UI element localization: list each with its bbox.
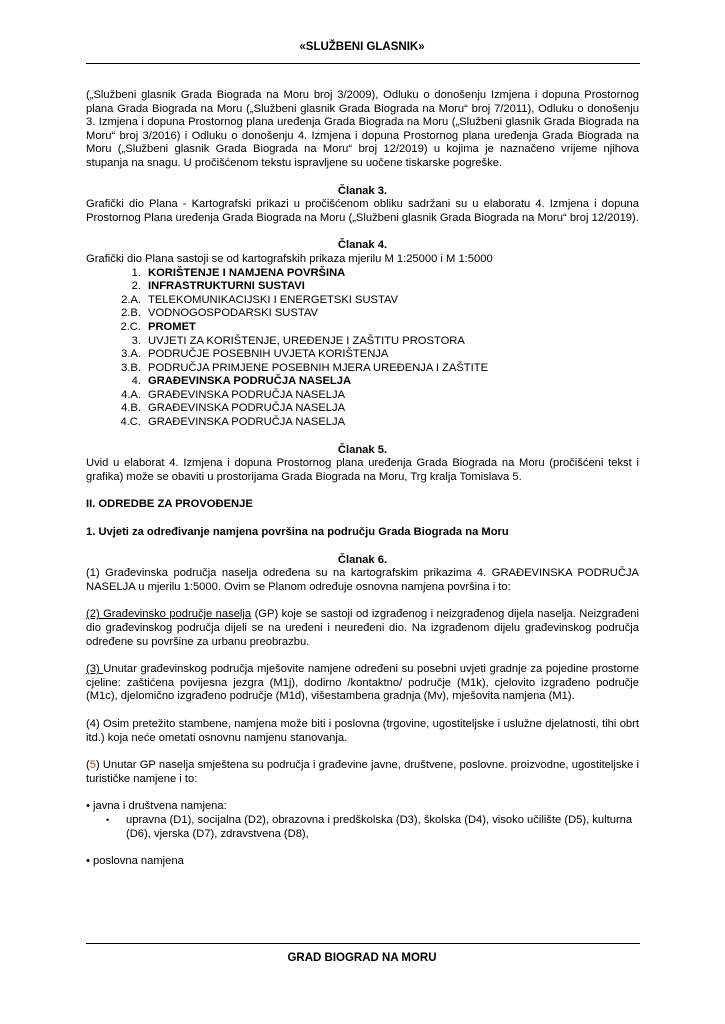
- article-6-paragraph-4: (4) Osim pretežito stambene, namjena može biti i poslovna (trgovine, ugostiteljske i uslužne djelatnosti, tihi obrt itd.) koja neće ometati osnovnu namjenu stanovanja.: [86, 717, 639, 744]
- article-4-list-item: [86, 280, 639, 294]
- bullet-business: • poslovna namjena: [86, 855, 184, 868]
- article-5-title: Članak 5.: [337, 443, 388, 456]
- list-item-label: KORIŠTENJE I NAMJENA POVRŠINA: [148, 266, 346, 279]
- footer-rule: [86, 943, 640, 944]
- page-footer: GRAD BIOGRAD NA MORU: [287, 952, 437, 964]
- article-6-paragraph-3: [86, 663, 639, 704]
- paragraph-5-open: (: [86, 759, 90, 772]
- article-4-list-item: [86, 402, 639, 416]
- list-item-number: 3.A.: [121, 348, 141, 361]
- list-item-number: 4.: [131, 375, 141, 388]
- article-4-list-item: [86, 362, 639, 376]
- article-6-paragraph-1: (1) Građevinska područja naselja određena su na kartografskim prikazima 4. GRAĐEVINSKA PODRUČJA NASELJA u mjerilu 1:5000. Ovim se Planom određuje osnovna namjena površina i to:: [86, 567, 639, 593]
- article-4-list-item: [86, 416, 639, 430]
- paragraph-5-number: 5: [89, 759, 96, 772]
- list-item-number: 3.B.: [121, 361, 141, 374]
- article-4-title: Članak 4.: [337, 239, 388, 252]
- page-header: «SLUŽBENI GLASNIK»: [299, 41, 425, 53]
- list-item-number: 3.: [131, 334, 141, 347]
- article-4-list-item: [86, 307, 639, 321]
- list-item-number: 2.: [131, 280, 141, 293]
- article-4-list-item: [86, 267, 639, 281]
- list-item-label: GRAĐEVINSKA PODRUČJA NASELJA: [148, 375, 352, 388]
- article-3-title: Članak 3.: [337, 184, 388, 197]
- list-item-number: 4.C.: [120, 416, 141, 429]
- article-6-title: Članak 6.: [337, 553, 388, 566]
- article-4-list-item: [86, 321, 639, 335]
- article-6-paragraph-5: [86, 759, 639, 786]
- sub-bullet-mark: •: [106, 814, 110, 825]
- list-item-label: PODRUČJE POSEBNIH UVJETA KORIŠTENJA: [148, 348, 389, 361]
- article-4-list-item: [86, 335, 639, 349]
- sub-bullet-text: upravna (D1), socijalna (D2), obrazovna i predškolska (D3), školska (D4), visoko učilište (D5), kulturna (D6), vjerska (D7), zdravstvena (D8),: [126, 813, 633, 840]
- article-4-list-item: [86, 389, 639, 403]
- paragraph-5-rest: ) Unutar GP naselja smještena su područja i građevine javne, društvene, poslovne. proizvodne, ugostiteljske i turističke namjene i to:: [86, 759, 639, 785]
- list-item-number: 1.: [131, 266, 141, 279]
- paragraph-2-rest: (GP) koje se sastoji od izgrađenog i neizgrađenog dijela naselja. Neizgrađeni dio građevinskog područja dijeli se na uređeni i neuređeni dio. Na izgrađenom dijelu građevinskog područja određene su površine za urbanu preobrazbu.: [86, 608, 639, 648]
- header-rule: [86, 63, 640, 64]
- list-item-number: 4.B.: [121, 402, 141, 415]
- list-item-label: PROMET: [148, 320, 196, 333]
- paragraph-3-underlined: (3): [86, 663, 104, 676]
- list-item-label: GRAĐEVINSKA PODRUČJA NASELJA: [148, 402, 346, 415]
- article-6-paragraph-2: [86, 608, 639, 649]
- paragraph-2-underlined: (2) Građevinsko područje naselja: [86, 608, 252, 621]
- article-4-list-item: [86, 294, 639, 308]
- article-3-text: Grafički dio Plana - Kartografski prikazi u pročišćenom obliku sadržani su u elaboratu 4. Izmjena i dopuna Prostornog Plana uređenja Grada Biograda na Moru („Službeni glasnik Grada Biograda na Moru“ broj 12/2019).: [86, 198, 639, 224]
- list-item-label: UVJETI ZA KORIŠTENJE, UREĐENJE I ZAŠTITU PROSTORA: [148, 334, 465, 347]
- bullet-public-social: • javna i društvena namjena:: [86, 800, 227, 813]
- article-4-list: [86, 267, 639, 430]
- section-2-title: II. ODREDBE ZA PROVOĐENJE: [86, 498, 253, 511]
- list-item-label: GRAĐEVINSKA PODRUČJA NASELJA: [148, 416, 346, 429]
- list-item-label: PODRUČJA PRIMJENE POSEBNIH MJERA UREĐENJA I ZAŠTITE: [148, 361, 489, 374]
- subsection-1-title: 1. Uvjeti za određivanje namjena površina na području Grada Biograda na Moru: [86, 526, 509, 539]
- paragraph-3-rest: Unutar građevinskog područja mješovite namjene određeni su posebni uvjeti gradnje za pojedine prostorne cjeline: zaštićena povijesna jezgra (M1j), dodirno /kontaktno/ područje (M1k), cjelovito izgrađeno područje (M1c), djelomično izgrađeno područje (M1d), višestambena gradnja (Mv), mješovita namjena (M1).: [86, 663, 640, 703]
- list-item-number: 4.A.: [121, 388, 141, 401]
- list-item-label: VODNOGOSPODARSKI SUSTAV: [148, 307, 318, 320]
- list-item-number: 2.B.: [121, 307, 141, 320]
- intro-paragraph: („Službeni glasnik Grada Biograda na Moru broj 3/2009), Odluku o donošenju Izmjena i dopuna Prostornog plana Grada Biograda na Moru („Službeni glasnik Grada Biograda na Moru“ broj 7/2011), Odluku o donošenju 3. Izmjena i dopuna Prostornog plana uređenja Grada Biograda na Moru („Službeni glasnik Grada Biograda na Moru“ broj 3/2016) i Odluku o donošenju 4. Izmjena i dopuna Prostornog plana uređenja Grada Biograda na Moru („Službeni glasnik Grada Biograda na Moru“ broj 12/2019) u kojima je naznačeno vrijeme njihova stupanja na snagu. U pročišćenom tekstu ispravljene su uočene tiskarske pogreške.: [86, 89, 639, 169]
- list-item-label: TELEKOMUNIKACIJSKI I ENERGETSKI SUSTAV: [148, 293, 399, 306]
- list-item-label: INFRASTRUKTURNI SUSTAVI: [148, 280, 305, 293]
- article-4-list-item: [86, 375, 639, 389]
- article-5-text: Uvid u elaborat 4. Izmjena i dopuna Prostornog plana uređenja Grada Biograda na Moru (pročišćeni tekst i grafika) može se obaviti u prostorijama Grada Biograda na Moru, Trg kralja Tomislava 5.: [86, 457, 639, 483]
- list-item-number: 2.A.: [121, 293, 141, 306]
- list-item-label: GRAĐEVINSKA PODRUČJA NASELJA: [148, 388, 346, 401]
- sub-bullet-item: [86, 814, 639, 841]
- list-item-number: 2.C.: [120, 320, 141, 333]
- article-4-text: Grafički dio Plana sastoji se od kartografskih prikaza mjerilu M 1:25000 i M 1:5000: [86, 252, 493, 265]
- page-content: [86, 89, 639, 869]
- article-4-list-item: [86, 348, 639, 362]
